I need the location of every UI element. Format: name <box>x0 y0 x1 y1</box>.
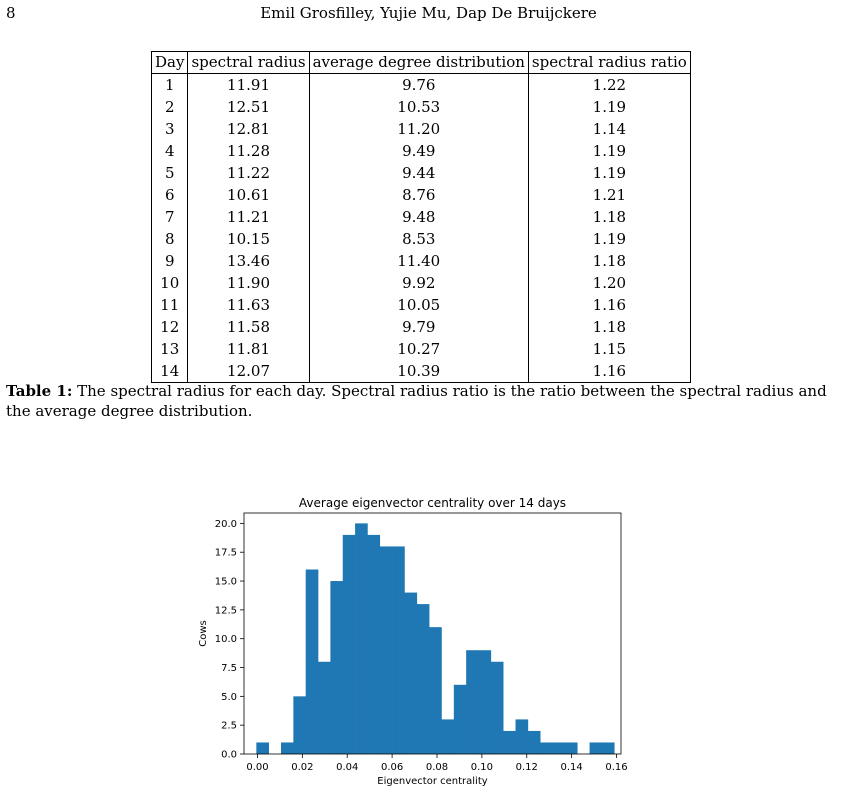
y-tick-label: 2.5 <box>221 720 237 732</box>
y-tick-label: 20.0 <box>214 518 237 530</box>
cell-ratio: 1.20 <box>528 272 690 294</box>
cell-ratio: 1.19 <box>528 162 690 184</box>
table-row <box>152 162 691 184</box>
column-header-ratio: spectral radius ratio <box>528 52 690 74</box>
cell-average-degree: 9.49 <box>309 140 528 162</box>
cell-ratio: 1.15 <box>528 338 690 360</box>
histogram-bar <box>417 604 430 754</box>
cell-day: 12 <box>152 316 188 338</box>
table-row <box>152 316 691 338</box>
histogram-bar <box>516 719 529 754</box>
y-tick-label: 17.5 <box>214 547 237 559</box>
histogram-bar <box>306 570 319 754</box>
cell-spectral-radius: 11.63 <box>188 294 309 316</box>
cell-ratio: 1.18 <box>528 316 690 338</box>
cell-average-degree: 10.05 <box>309 294 528 316</box>
x-tick-label: 0.14 <box>560 762 583 773</box>
table-header-row <box>152 52 691 74</box>
cell-average-degree: 11.20 <box>309 118 528 140</box>
table-row <box>152 338 691 360</box>
cell-ratio: 1.21 <box>528 184 690 206</box>
cell-spectral-radius: 11.81 <box>188 338 309 360</box>
cell-ratio: 1.18 <box>528 206 690 228</box>
column-header-spectral-radius: spectral radius <box>188 52 309 74</box>
cell-day: 9 <box>152 250 188 272</box>
x-tick-label: 0.02 <box>291 762 314 773</box>
cell-day: 8 <box>152 228 188 250</box>
cell-ratio: 1.14 <box>528 118 690 140</box>
histogram-bar <box>441 719 454 754</box>
running-head: Emil Grosfilley, Yujie Mu, Dap De Bruijckere <box>260 4 597 22</box>
cell-day: 6 <box>152 184 188 206</box>
histogram-bar <box>602 742 615 754</box>
cell-spectral-radius: 10.61 <box>188 184 309 206</box>
histogram-bar <box>565 742 578 754</box>
cell-spectral-radius: 12.81 <box>188 118 309 140</box>
histogram-bar <box>355 523 368 754</box>
cell-spectral-radius: 12.51 <box>188 96 309 118</box>
y-axis-label: Cows <box>198 620 209 647</box>
x-tick-label: 0.04 <box>336 762 359 773</box>
cell-average-degree: 8.53 <box>309 228 528 250</box>
cell-day: 1 <box>152 74 188 97</box>
table-row <box>152 272 691 294</box>
table-row <box>152 228 691 250</box>
cell-average-degree: 9.44 <box>309 162 528 184</box>
histogram-bar <box>256 742 269 754</box>
x-tick-label: 0.00 <box>246 762 269 773</box>
cell-day: 7 <box>152 206 188 228</box>
cell-day: 11 <box>152 294 188 316</box>
eigenvector-histogram <box>190 486 640 794</box>
table-row <box>152 206 691 228</box>
cell-day: 5 <box>152 162 188 184</box>
cell-average-degree: 9.48 <box>309 206 528 228</box>
table-row <box>152 140 691 162</box>
cell-day: 4 <box>152 140 188 162</box>
y-tick-label: 0.0 <box>221 749 237 761</box>
histogram-bar <box>479 650 492 754</box>
cell-ratio: 1.19 <box>528 228 690 250</box>
table-row <box>152 118 691 140</box>
histogram-bar <box>293 696 306 754</box>
cell-spectral-radius: 11.22 <box>188 162 309 184</box>
cell-average-degree: 9.92 <box>309 272 528 294</box>
y-tick-label: 5.0 <box>221 691 237 703</box>
table-row <box>152 184 691 206</box>
cell-average-degree: 10.27 <box>309 338 528 360</box>
cell-spectral-radius: 11.28 <box>188 140 309 162</box>
histogram-bar <box>343 535 356 754</box>
cell-spectral-radius: 11.90 <box>188 272 309 294</box>
x-axis-label: Eigenvector centrality <box>377 776 488 787</box>
histogram-bar <box>404 593 417 754</box>
table-row <box>152 74 691 97</box>
x-tick-label: 0.16 <box>605 762 628 773</box>
histogram-bar <box>318 662 331 754</box>
table-row <box>152 294 691 316</box>
table-header <box>152 52 691 74</box>
y-tick-label: 12.5 <box>214 605 237 617</box>
cell-day: 2 <box>152 96 188 118</box>
cell-average-degree: 8.76 <box>309 184 528 206</box>
chart-title: Average eigenvector centrality over 14 days <box>298 496 567 510</box>
column-header-day: Day <box>152 52 188 74</box>
y-tick-label: 10.0 <box>214 634 237 646</box>
x-tick-label: 0.08 <box>425 762 449 773</box>
caption-label: Table 1: <box>6 382 73 400</box>
histogram-bar <box>540 742 553 754</box>
histogram-bar <box>503 731 516 754</box>
cell-ratio: 1.16 <box>528 294 690 316</box>
cell-ratio: 1.18 <box>528 250 690 272</box>
cell-average-degree: 9.76 <box>309 74 528 97</box>
cell-average-degree: 10.53 <box>309 96 528 118</box>
cell-day: 14 <box>152 360 188 383</box>
table-caption <box>6 381 851 421</box>
cell-spectral-radius: 12.07 <box>188 360 309 383</box>
x-tick-label: 0.06 <box>380 762 404 773</box>
histogram-bar <box>466 650 479 754</box>
cell-ratio: 1.19 <box>528 140 690 162</box>
cell-spectral-radius: 11.91 <box>188 74 309 97</box>
spectral-radius-table <box>151 51 691 383</box>
cell-day: 10 <box>152 272 188 294</box>
cell-day: 3 <box>152 118 188 140</box>
cell-spectral-radius: 11.21 <box>188 206 309 228</box>
histogram-bar <box>590 742 603 754</box>
histogram-bar <box>281 742 294 754</box>
table-body <box>152 74 691 383</box>
table-row <box>152 250 691 272</box>
x-tick-label: 0.10 <box>470 762 494 773</box>
cell-ratio: 1.16 <box>528 360 690 383</box>
histogram-bar <box>491 662 504 754</box>
cell-ratio: 1.22 <box>528 74 690 97</box>
y-tick-label: 7.5 <box>221 663 237 675</box>
column-header-average-degree: average degree distribution <box>309 52 528 74</box>
table-row <box>152 96 691 118</box>
cell-ratio: 1.19 <box>528 96 690 118</box>
x-tick-label: 0.12 <box>515 762 538 773</box>
cell-spectral-radius: 13.46 <box>188 250 309 272</box>
cell-day: 13 <box>152 338 188 360</box>
caption-text: The spectral radius for each day. Spectral radius ratio is the ratio between the spectral radius and the average degree distribution. <box>6 382 827 420</box>
y-tick-label: 15.0 <box>214 576 237 588</box>
histogram-bar <box>380 546 393 754</box>
page-number: 8 <box>6 4 16 22</box>
histogram-bar <box>553 742 566 754</box>
cell-average-degree: 10.39 <box>309 360 528 383</box>
table-row <box>152 360 691 383</box>
cell-spectral-radius: 10.15 <box>188 228 309 250</box>
cell-average-degree: 9.79 <box>309 316 528 338</box>
histogram-bar <box>429 627 442 754</box>
histogram-bar <box>367 535 380 754</box>
cell-spectral-radius: 11.58 <box>188 316 309 338</box>
histogram-bar <box>454 685 467 754</box>
cell-average-degree: 11.40 <box>309 250 528 272</box>
histogram-bar <box>528 731 541 754</box>
histogram-bar <box>330 581 343 754</box>
histogram-bar <box>392 546 405 754</box>
